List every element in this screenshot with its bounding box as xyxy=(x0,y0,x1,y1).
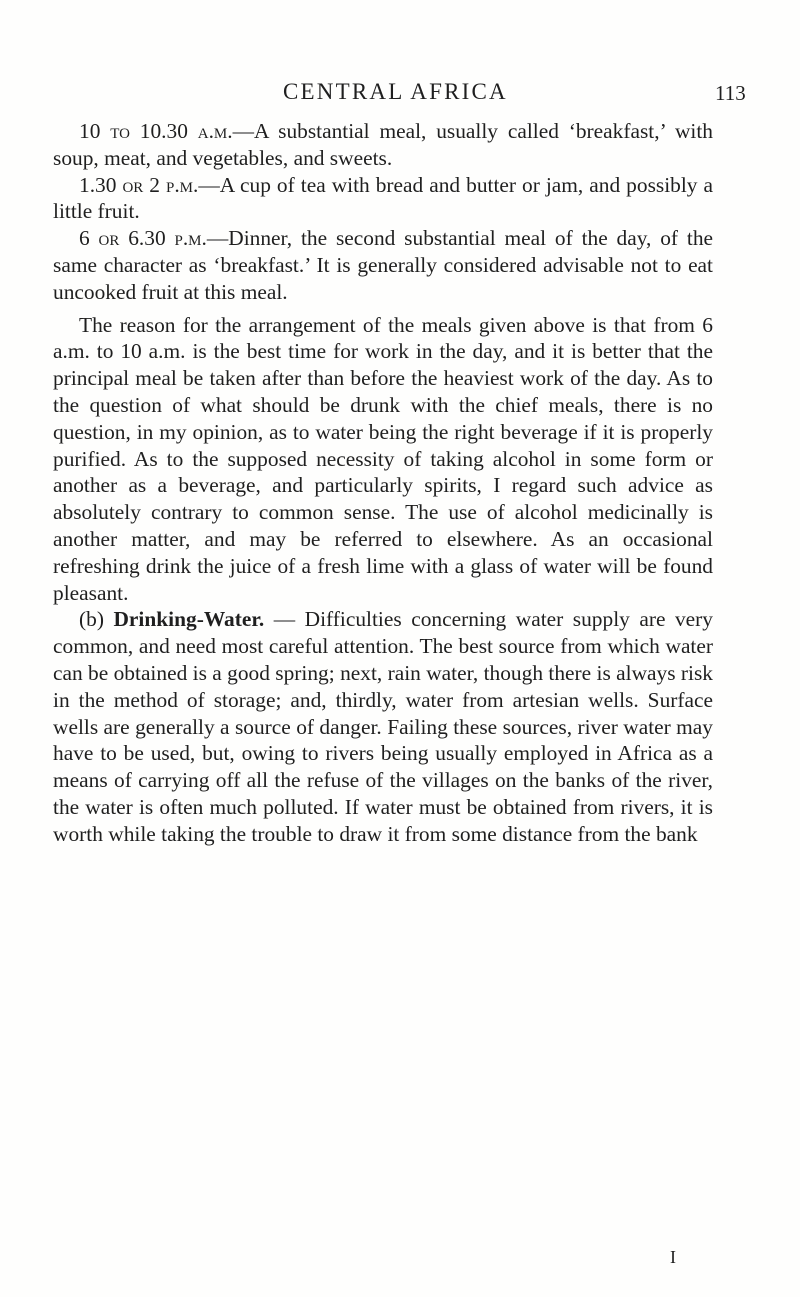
meal-description: —A cup of tea with bread and butter or jam, and possibly a little fruit. xyxy=(53,172,713,224)
meal-description: —Dinner, the second substantial meal of the day, of the same character as ‘breakfast.’ It is generally considered advisable not to eat uncooked fruit at this meal. xyxy=(53,226,714,304)
section-label: (b) xyxy=(79,607,104,632)
meal-time: 10 to 10.30 a.m. xyxy=(79,119,233,143)
meal-schedule-dinner xyxy=(53,225,713,305)
meal-time: 6 or 6.30 p.m. xyxy=(79,226,207,251)
drinking-water-paragraph xyxy=(53,606,713,847)
running-title: CENTRAL AFRICA xyxy=(283,79,508,104)
section-text: — Difficulties concerning water supply are very common, and need most careful attention. The best source from which water can be obtained is a good spring; next, rain water, though there is always risk in the method of storage; and, thirdly, water from artesian wells. Surface wells are generally a source of danger. Failing these sources, river water may have to be used, but, owing to rivers being usually employed in Africa as a means of carrying off all the refuse of the villages on the banks of the river, the water is often much polluted. If water must be obtained from rivers, it is worth while taking the trouble to draw it from some distance from the bank xyxy=(53,607,713,846)
meal-schedule-tea xyxy=(53,172,713,226)
body-text xyxy=(53,118,713,848)
section-heading: Drinking-Water. xyxy=(113,607,265,632)
meal-time: 1.30 or 2 p.m. xyxy=(79,172,199,197)
page-number: 113 xyxy=(715,81,746,105)
meals-reasoning-paragraph: The reason for the arrangement of the meals given above is that from 6 a.m. to 10 a.m. is the best time for work in the day, and it is better that the principal meal be taken after than before the heaviest work of the day. As to the question of what should be drunk with the chief meals, there is no question, in my opinion, as to water being the right beverage if it is properly purified. As to the supposed necessity of taking alcohol in some form or another as a beverage, and particularly spirits, I regard such advice as absolutely contrary to common sense. The use of alcohol medicinally is another matter, and may be referred to elsewhere. As an occasional refreshing drink the juice of a fresh lime with a glass of water will be found pleasant. xyxy=(53,312,713,605)
meal-schedule-breakfast xyxy=(53,118,713,172)
meal-description: —A substantial meal, usually called ‘breakfast,’ with soup, meat, and vegetables, and sweets. xyxy=(53,119,713,170)
running-head xyxy=(0,79,800,109)
signature-mark: I xyxy=(670,1247,676,1267)
